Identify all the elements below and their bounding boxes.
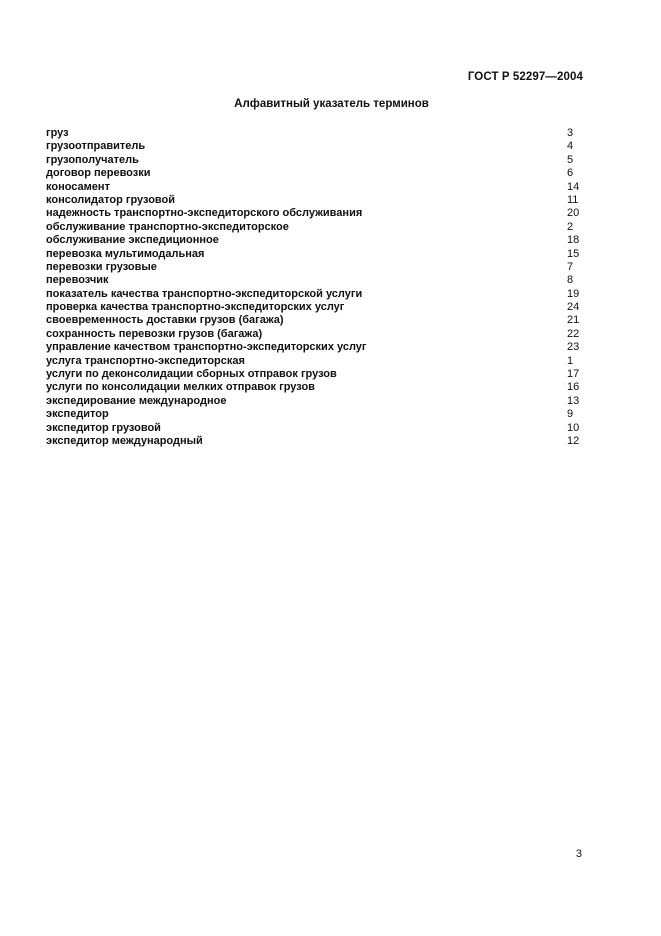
index-term: сохранность перевозки грузов (багажа) — [46, 327, 263, 340]
index-entry — [46, 368, 586, 381]
index-page-ref: 4 — [567, 140, 574, 153]
index-page-ref: 24 — [567, 301, 580, 314]
index-page-ref: 16 — [567, 381, 580, 394]
index-page-ref: 11 — [567, 193, 579, 206]
index-entry — [46, 274, 586, 287]
index-term: перевозки грузовые — [46, 260, 157, 273]
index-term: надежность транспортно-экспедиторского обслуживания — [46, 207, 363, 220]
index-page-ref: 10 — [567, 421, 580, 434]
index-entry — [46, 301, 586, 314]
index-page-ref: 23 — [567, 341, 580, 354]
index-page-ref: 2 — [567, 220, 574, 233]
index-term: экспедирование международное — [46, 394, 227, 407]
index-page-ref: 22 — [567, 327, 580, 340]
index-page-ref: 6 — [567, 167, 574, 180]
index-term: своевременность доставки грузов (багажа) — [46, 314, 284, 327]
index-page-ref: 12 — [567, 434, 580, 447]
index-entry — [46, 328, 586, 341]
index-entry — [46, 261, 586, 274]
index-entry — [46, 167, 586, 180]
index-page-ref: 15 — [567, 247, 580, 260]
index-term: показатель качества транспортно-экспедиторской услуги — [46, 287, 363, 300]
index-page-ref: 14 — [567, 180, 580, 193]
index-term: экспедитор грузовой — [46, 421, 161, 434]
index-term: договор перевозки — [46, 167, 151, 180]
index-entry — [46, 422, 586, 435]
index-entry — [46, 341, 586, 354]
index-page-ref: 8 — [567, 274, 574, 287]
index-term: услуги по консолидации мелких отправок грузов — [46, 381, 315, 394]
index-page-ref: 13 — [567, 394, 580, 407]
index-entry — [46, 381, 586, 394]
document-code: ГОСТ Р 52297—2004 — [467, 71, 583, 83]
index-term: экспедитор — [46, 408, 109, 421]
index-page-ref: 5 — [567, 153, 574, 166]
index-entry — [46, 435, 586, 448]
index-term: экспедитор международный — [46, 434, 203, 447]
term-index-list — [46, 127, 586, 448]
index-page-ref: 1 — [567, 354, 574, 367]
index-entry — [46, 408, 586, 421]
page-number: 3 — [575, 848, 582, 860]
index-page-ref: 3 — [567, 127, 574, 139]
index-term: коносамент — [46, 180, 110, 193]
index-term: проверка качества транспортно-экспедиторских услуг — [46, 301, 345, 314]
index-term: груз — [46, 127, 69, 139]
index-entry — [46, 207, 586, 220]
index-page-ref: 18 — [567, 234, 580, 247]
index-term: обслуживание транспортно-экспедиторское — [46, 220, 289, 233]
index-entry — [46, 127, 586, 140]
index-term: грузоотправитель — [46, 140, 146, 153]
index-term: услуги по деконсолидации сборных отправок грузов — [46, 368, 337, 381]
index-entry — [46, 248, 586, 261]
index-page-ref: 19 — [567, 287, 580, 300]
index-term: услуга транспортно-экспедиторская — [46, 354, 245, 367]
index-entry — [46, 194, 586, 207]
index-page-ref: 21 — [567, 314, 580, 327]
index-page-ref: 9 — [567, 408, 574, 421]
index-entry — [46, 234, 586, 247]
index-page-ref: 20 — [567, 207, 580, 220]
index-entry — [46, 181, 586, 194]
index-entry — [46, 221, 586, 234]
index-page-ref: 7 — [567, 260, 574, 273]
index-term: консолидатор грузовой — [46, 193, 176, 206]
index-term: перевозчик — [46, 274, 109, 287]
index-term: управление качеством транспортно-экспедиторских услуг — [46, 341, 367, 354]
index-term: обслуживание экспедиционное — [46, 234, 219, 247]
index-entry — [46, 154, 586, 167]
page-title: Алфавитный указатель терминов — [234, 98, 429, 110]
index-term: грузополучатель — [46, 153, 139, 166]
index-term: перевозка мультимодальная — [46, 247, 205, 260]
index-entry — [46, 355, 586, 368]
index-entry — [46, 140, 586, 153]
index-entry — [46, 288, 586, 301]
index-page-ref: 17 — [567, 368, 580, 381]
index-entry — [46, 395, 586, 408]
index-entry — [46, 314, 586, 327]
